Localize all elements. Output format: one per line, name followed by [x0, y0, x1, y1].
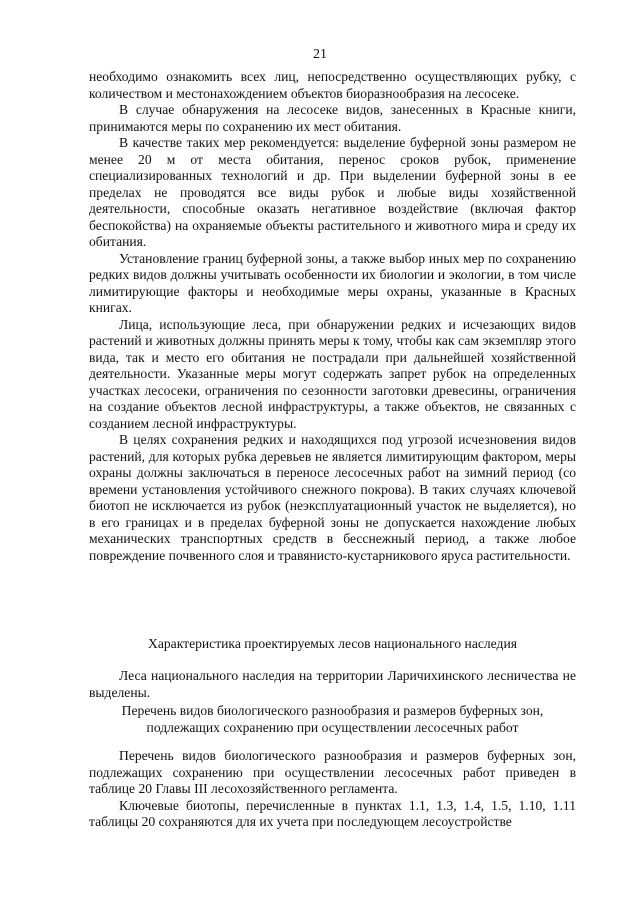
- section-characteristics-text: [89, 668, 576, 701]
- section-heading-characteristics: Характеристика проектируемых лесов национального наследия: [148, 636, 517, 651]
- main-text: [89, 69, 576, 564]
- paragraph-6: В целях сохранения редких и находящихся под угрозой исчезновения видов растений, для которых рубка деревьев не является лимитирующим фактором, меры охраны должны заключаться в переносе лесосечных работ на зимний период (со времени установления устойчивого снежного покрова). В таких случаях ключевой биотоп не исключается из рубок (неэксплуатационный участок не выделяется), но в его границах и в пределах буферной зоны не допускается нахождение любых механических транспортных средств в бесснежный период, а также любое повреждение почвенного слоя и травянисто-кустарникового яруса растительности.: [89, 432, 576, 563]
- paragraph-4: Установление границ буферной зоны, а также выбор иных мер по сохранению редких видов должны учитывать особенности их биологии и экологии, в том числе лимитирующие факторы и необходимые меры охраны, указанные в Красных книгах.: [89, 250, 576, 315]
- page-number: 21: [313, 47, 327, 62]
- section-heading-list: [89, 703, 576, 736]
- list-paragraph-2: Ключевые биотопы, перечисленные в пунктах 1.1, 1.3, 1.4, 1.5, 1.10, 1.11 таблицы 20 сохраняются для их учета при последующем лесоустройстве: [89, 797, 576, 829]
- paragraph-5: Лица, использующие леса, при обнаружении редких и исчезающих видов растений и животных должны принять меры к тому, чтобы как сам экземпляр этого вида, так и место его обитания не пострадали при дальнейшей хозяйственной деятельности. Указанные меры могут содержать запрет рубок на определенных участках лесосеки, ограничения по сезонности заготовки древесины, ограничения на создание объектов лесной инфраструктуры, а также объектов, не связанных с созданием лесной инфраструктуры.: [89, 316, 576, 431]
- paragraph-2: В случае обнаружения на лесосеке видов, занесенных в Красные книги, принимаются меры по сохранению их мест обитания.: [89, 102, 576, 134]
- heading-list-line-1: Перечень видов биологического разнообразия и размеров буферных зон,: [121, 703, 544, 718]
- list-paragraph-1: Перечень видов биологического разнообразия и размеров буферных зон, подлежащих сохранению при осуществлении лесосечных работ приведен в таблице 20 Главы III лесохозяйственного регламента.: [89, 748, 576, 796]
- heading-list-line-2: подлежащих сохранению при осуществлении лесосечных работ: [146, 719, 519, 735]
- forests-paragraph: Леса национального наследия на территории Ларичихинского лесничества не выделены.: [89, 668, 576, 700]
- paragraph-1: необходимо ознакомить всех лиц, непосредственно осуществляющих рубку, с количеством и местонахождением объектов биоразнообразия на лесосеке.: [89, 69, 576, 101]
- paragraph-3: В качестве таких мер рекомендуется: выделение буферной зоны размером не менее 20 м от места обитания, перенос сроков рубок, применение специализированных технологий и др. При выделении буферной зоны в ее пределах не проводятся все виды рубок и любые виды хозяйственной деятельности, способные оказать негативное воздействие (включая фактор беспокойства) на охраняемые объекты растительного и животного мира и среду их обитания.: [89, 135, 576, 249]
- section-list-text: [89, 748, 576, 831]
